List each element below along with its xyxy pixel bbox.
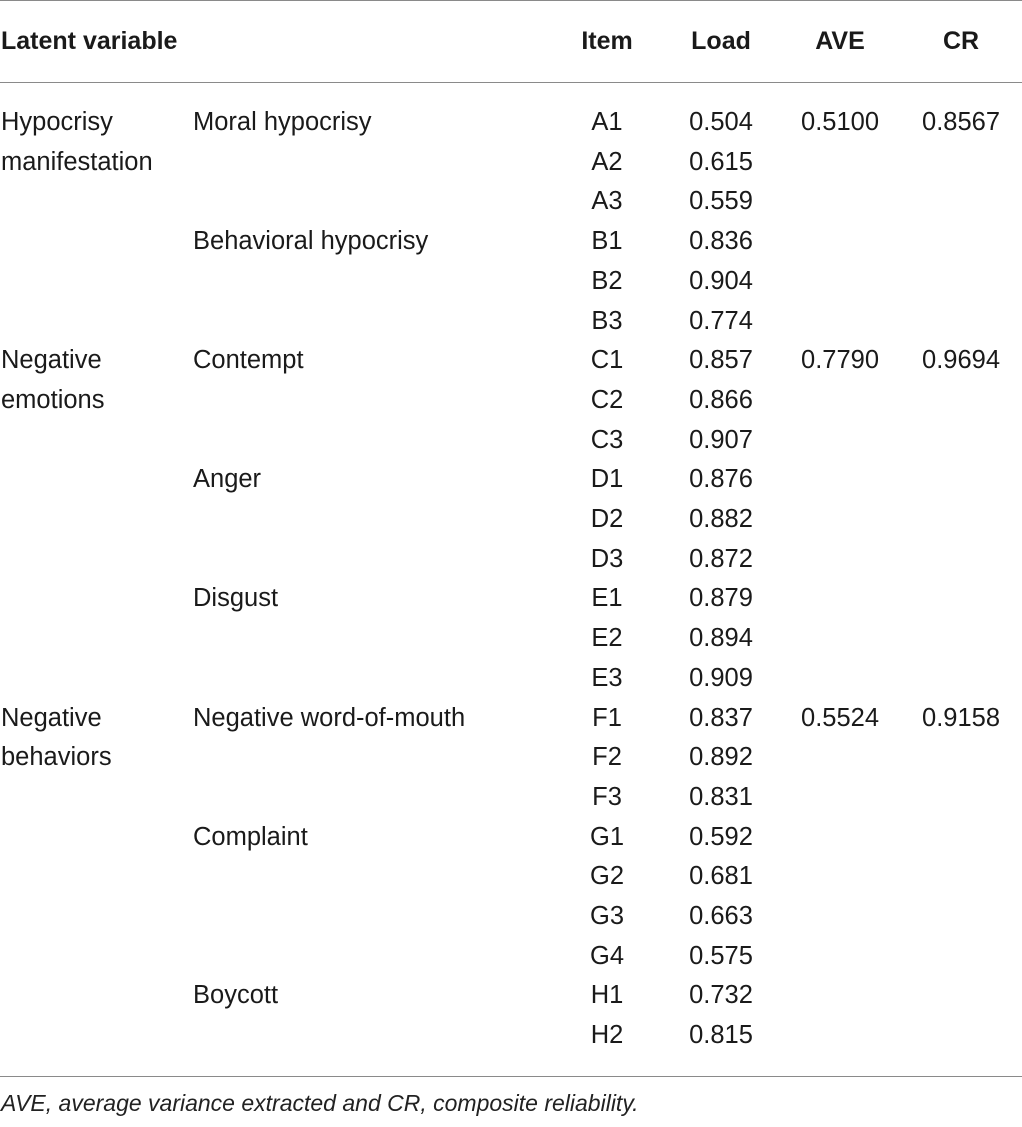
item-cell: A1 <box>591 108 623 136</box>
load-cell: 0.909 <box>689 663 753 692</box>
load-cell: 0.904 <box>689 266 753 295</box>
load-cell: 0.592 <box>689 822 753 851</box>
item-cell: F2 <box>592 743 622 772</box>
item-cell: C3 <box>590 425 624 454</box>
latent-variable-cell: Negative emotions <box>1 346 105 414</box>
header-load: Load <box>691 27 751 55</box>
item-cell: B3 <box>591 306 623 335</box>
load-cell: 0.892 <box>689 743 753 772</box>
ave-cell: 0.5524 <box>801 703 880 732</box>
item-cell: F3 <box>592 782 622 811</box>
load-cell: 0.907 <box>689 425 753 454</box>
item-cell: G4 <box>590 941 625 970</box>
latent-variable-cell: Negative behaviors <box>1 703 112 772</box>
table-row <box>0 341 1022 381</box>
load-cell: 0.831 <box>689 782 753 811</box>
load-cell: 0.681 <box>689 862 753 891</box>
item-cell: C2 <box>590 385 624 414</box>
dimension-cell: Contempt <box>193 346 304 375</box>
load-cell: 0.575 <box>689 941 753 970</box>
dimension-cell: Disgust <box>193 584 279 613</box>
header-item: Item <box>581 27 633 55</box>
dimension-cell: Boycott <box>193 981 279 1010</box>
cr-cell: 0.8567 <box>922 108 1001 136</box>
load-cell: 0.815 <box>689 1021 753 1050</box>
load-cell: 0.732 <box>689 981 753 1010</box>
item-cell: B1 <box>591 227 623 256</box>
header-latent-variable: Latent variable <box>1 27 178 55</box>
load-cell: 0.876 <box>689 465 753 494</box>
item-cell: H1 <box>590 981 624 1010</box>
load-cell: 0.882 <box>689 505 753 534</box>
item-cell: G3 <box>590 902 625 931</box>
dimension-cell: Negative word-of-mouth <box>193 703 466 732</box>
cr-cell: 0.9694 <box>922 346 1001 375</box>
cr-cell: 0.9158 <box>922 703 1001 732</box>
item-cell: D3 <box>590 544 624 573</box>
load-cell: 0.663 <box>689 902 753 931</box>
dimension-cell: Complaint <box>193 822 308 851</box>
ave-cell: 0.7790 <box>801 346 880 375</box>
header-cr: CR <box>942 27 980 55</box>
table-row <box>0 83 1022 143</box>
item-cell: E2 <box>591 624 623 653</box>
load-cell: 0.559 <box>689 187 753 216</box>
ave-cell: 0.5100 <box>801 108 880 136</box>
table-footnote: AVE, average variance extracted and CR, composite reliability. <box>1 1090 639 1116</box>
item-cell: H2 <box>590 1021 624 1050</box>
dimension-cell: Anger <box>193 465 262 494</box>
load-cell: 0.857 <box>689 346 753 375</box>
item-cell: A3 <box>591 187 623 216</box>
table-header <box>0 1 1022 83</box>
item-cell: D2 <box>590 505 624 534</box>
load-cell: 0.504 <box>689 108 753 136</box>
item-cell: E3 <box>591 663 623 692</box>
item-cell: C1 <box>590 346 624 375</box>
load-cell: 0.879 <box>689 584 753 613</box>
load-cell: 0.872 <box>689 544 753 573</box>
item-cell: G1 <box>590 822 625 851</box>
dimension-cell: Behavioral hypocrisy <box>193 227 429 256</box>
item-cell: G2 <box>590 862 625 891</box>
load-cell: 0.866 <box>689 385 753 414</box>
dimension-cell: Moral hypocrisy <box>193 108 372 136</box>
load-cell: 0.894 <box>689 624 753 653</box>
item-cell: E1 <box>591 584 623 613</box>
load-cell: 0.774 <box>689 306 753 335</box>
item-cell: F1 <box>592 703 622 732</box>
load-cell: 0.836 <box>689 227 753 256</box>
item-cell: A2 <box>591 147 623 176</box>
header-ave: AVE <box>815 27 865 55</box>
load-cell: 0.615 <box>689 147 753 176</box>
latent-variable-cell: Hypocrisy manifestation <box>1 108 153 176</box>
table-body <box>0 83 1022 1077</box>
table-row <box>0 699 1022 739</box>
item-cell: D1 <box>590 465 624 494</box>
load-cell: 0.837 <box>689 703 753 732</box>
item-cell: B2 <box>591 266 623 295</box>
header-row <box>0 1 1022 83</box>
